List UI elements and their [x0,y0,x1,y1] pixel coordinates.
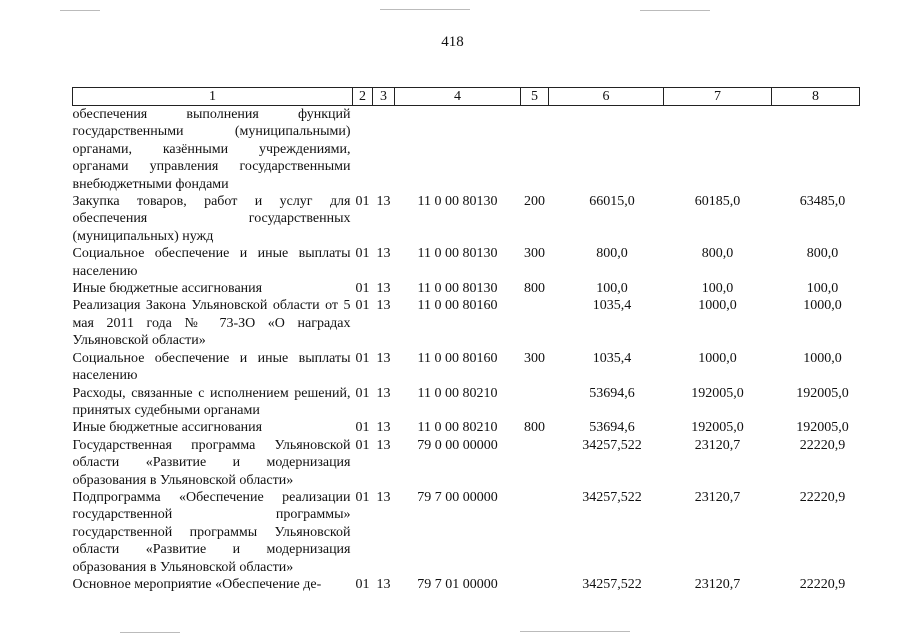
table-row [73,297,860,349]
row-amount-col8 [772,106,860,194]
row-amount-col8: 1000,0 [803,298,842,314]
row-section-code: 01 [355,298,370,314]
row-amount-col7: 1000,0 [698,350,737,366]
row-amount-col6 [549,106,664,194]
row-description: Иные бюджетные ассигнования [72,281,263,297]
row-subsection-code: 13 [376,246,391,262]
row-amount-col8: 22220,9 [799,576,846,592]
budget-table [72,87,860,593]
row-amount-col7 [664,106,772,194]
row-target-article: 11 0 00 80160 [417,298,498,314]
row-amount-col8: 1000,0 [803,350,842,366]
row-subsection-code: 13 [376,576,391,592]
row-section-code: 01 [355,194,370,210]
row-amount-col7: 60185,0 [694,194,741,210]
row-target-article: 11 0 00 80210 [417,420,498,436]
row-target-article: 11 0 00 80210 [417,385,498,401]
scan-artifact [520,631,630,632]
header-col-6: 6 [549,88,664,106]
row-section-code: 01 [355,281,370,297]
header-col-8: 8 [772,88,860,106]
row-amount-col6: 34257,522 [582,576,642,592]
row-amount-col7: 192005,0 [691,385,744,401]
row-expense-type [521,385,549,420]
table-row [73,193,860,245]
table-row [73,576,860,593]
header-col-5: 5 [521,88,549,106]
row-amount-col8: 22220,9 [799,437,846,453]
row-amount-col6: 800,0 [596,246,628,262]
row-expense-type [521,489,549,576]
page-number: 418 [441,34,464,50]
row-section-code: 01 [355,350,370,366]
table-row [73,419,860,436]
row-description: Иные бюджетные ассигнования [72,420,263,436]
row-amount-col6: 1035,4 [592,298,632,314]
row-amount-col7: 192005,0 [691,420,744,436]
row-subsection-code: 13 [376,281,391,297]
row-target-article: 79 7 01 00000 [417,576,498,592]
table-row [73,245,860,280]
column-number-header [73,88,860,106]
row-amount-col7: 1000,0 [698,298,737,314]
row-description: Расходы, связанные с исполнением решений, принятых судебными органами [72,385,351,418]
row-expense-type: 800 [524,420,545,436]
row-amount-col8: 100,0 [806,281,839,297]
row-target-article: 11 0 00 80130 [417,246,498,262]
row-amount-col7: 23120,7 [694,489,741,505]
row-description: Реализация Закона Ульяновской области от 5 мая 2011 года № 73-ЗО «О наградах Ульяновской области» [72,298,351,349]
row-section-code: 01 [355,385,370,401]
header-col-4: 4 [395,88,521,106]
row-description: Закупка товаров, работ и услуг для обеспечения государственных (муниципальных) нужд [72,194,351,244]
row-subsection-code: 13 [376,385,391,401]
row-amount-col6: 53694,6 [589,385,635,401]
row-subsection-code: 13 [376,194,391,210]
row-amount-col6: 66015,0 [589,194,635,210]
row-amount-col7: 800,0 [701,246,734,262]
row-target-article: 11 0 00 80130 [417,281,498,297]
header-col-2: 2 [353,88,373,106]
scan-artifact [380,9,470,10]
row-description: Государственная программа Ульяновской области «Развитие и модернизация образования в Ульяновской области» [72,437,351,488]
row-section-code: 01 [355,489,370,505]
row-target-article: 11 0 00 80160 [417,350,498,366]
row-amount-col6: 100,0 [596,281,628,297]
row-description: обеспечения выполнения функций государственными (муниципальными) органами, казёнными учреждениями, органами управления государственными внебюджетными фондами [72,107,351,192]
row-description: Социальное обеспечение и иные выплаты населению [72,350,351,384]
row-section-code: 01 [355,420,370,436]
row-expense-type [521,297,549,349]
row-amount-col6: 34257,522 [582,489,642,505]
row-subsection-code: 13 [376,350,391,366]
header-col-1: 1 [73,88,353,106]
row-amount-col8: 22220,9 [799,489,846,505]
table-row [73,437,860,489]
row-section-code: 01 [355,437,370,453]
table-row [73,280,860,297]
row-expense-type: 800 [524,281,545,297]
row-amount-col7: 23120,7 [694,437,741,453]
row-amount-col7: 100,0 [701,281,734,297]
row-amount-col7: 23120,7 [694,576,741,592]
row-subsection-code [373,106,395,194]
row-section-code: 01 [355,246,370,262]
row-section-code: 01 [355,576,370,592]
table-row [73,385,860,420]
row-expense-type [521,437,549,489]
row-expense-type: 300 [524,246,545,262]
header-col-3: 3 [373,88,395,106]
row-amount-col6: 1035,4 [592,350,632,366]
scan-artifact [60,10,100,11]
row-amount-col8: 192005,0 [796,420,849,436]
header-col-7: 7 [664,88,772,106]
table-row [73,106,860,194]
table-row [73,350,860,385]
row-target-article: 79 0 00 00000 [417,437,498,453]
row-subsection-code: 13 [376,437,391,453]
row-subsection-code: 13 [376,489,391,505]
row-expense-type: 200 [524,194,545,210]
scan-artifact [120,632,180,633]
row-amount-col8: 800,0 [806,246,839,262]
row-target-article: 11 0 00 80130 [417,194,498,210]
row-amount-col8: 63485,0 [799,194,846,210]
row-section-code [353,106,373,194]
row-subsection-code: 13 [376,298,391,314]
row-expense-type: 300 [524,350,545,366]
row-expense-type [521,576,549,593]
row-subsection-code: 13 [376,420,391,436]
row-target-article [395,106,521,194]
row-target-article: 79 7 00 00000 [417,489,498,505]
row-expense-type [521,106,549,194]
scan-artifact [640,10,710,11]
row-description: Основное мероприятие «Обеспечение де- [72,576,322,592]
row-amount-col6: 34257,522 [582,437,642,453]
table-row [73,489,860,576]
row-amount-col6: 53694,6 [589,420,635,436]
row-description: Социальное обеспечение и иные выплаты населению [72,246,351,279]
row-description: Подпрограмма «Обеспечение реализации государственной программы» государственной программы Ульяновской области «Развитие и модернизация образования в Ульяновской области» [72,489,351,575]
row-amount-col8: 192005,0 [796,385,849,401]
